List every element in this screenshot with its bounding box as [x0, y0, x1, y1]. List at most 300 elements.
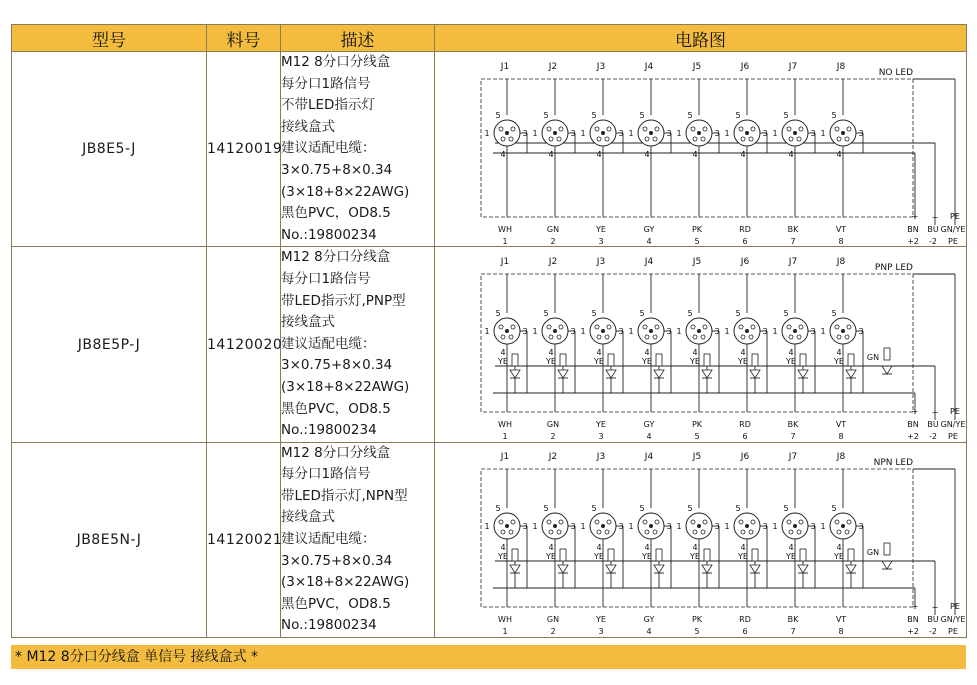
description-line: 黑色PVC，OD8.5: [281, 400, 391, 417]
terminal-number-label: 5: [694, 627, 700, 637]
port-label: J8: [836, 452, 846, 463]
description-line: 3×0.75+8×0.34: [281, 552, 393, 569]
pin-number-label: 5: [687, 309, 693, 319]
wire-color-label: GN: [546, 420, 560, 430]
wire-color-label: GN: [546, 615, 560, 625]
pin-number-label: 4: [596, 348, 602, 358]
resistor-icon: [800, 354, 806, 366]
product-row: [12, 52, 967, 247]
pin-number-label: 3: [810, 522, 816, 532]
pin-number-label: 1: [628, 522, 634, 532]
polarity-label: −: [931, 212, 939, 222]
polarity-label: +: [911, 211, 919, 221]
wire-color-label: PK: [691, 420, 703, 430]
pin-number-label: 5: [831, 504, 837, 514]
terminal-number-label: 2: [550, 627, 556, 637]
pin-number-label: 5: [639, 504, 645, 514]
header-row: [12, 25, 967, 52]
port-label: J2: [548, 452, 558, 463]
connector-pin: [793, 329, 797, 333]
polarity-label: +: [911, 602, 919, 612]
polarity-label: PE: [950, 602, 960, 612]
power-terminal-label: GN/YE: [940, 420, 966, 430]
led-color-label: YE: [690, 552, 700, 562]
power-terminal-label: GN/YE: [940, 615, 966, 625]
power-terminal-number: PE: [948, 236, 958, 246]
pin-number-label: 1: [724, 327, 730, 337]
pin-number-label: 4: [740, 543, 746, 553]
part-number-cell: 14120019: [207, 52, 281, 247]
wire-color-label: GY: [643, 224, 655, 234]
wire-color-label: YE: [596, 615, 606, 625]
resistor-icon: [884, 348, 890, 360]
wire-color-label: YE: [596, 420, 606, 430]
led-type-label: PNP LED: [874, 263, 913, 274]
wire-color-label: BK: [787, 615, 799, 625]
pin-number-label: 3: [522, 522, 528, 532]
led-diode-icon: [558, 370, 568, 378]
led-color-label: YE: [834, 357, 844, 367]
pin-number-label: 3: [810, 128, 816, 138]
pin-number-label: 4: [788, 543, 794, 553]
power-terminal-number: -2: [929, 432, 937, 442]
led-color-label: YE: [642, 552, 652, 562]
description-line: 每分口1路信号: [281, 270, 371, 287]
power-terminal-label: BN: [907, 420, 919, 430]
connector-pin: [841, 131, 845, 135]
led-color-label: YE: [642, 357, 652, 367]
resistor-icon: [608, 354, 614, 366]
pin-number-label: 3: [810, 327, 816, 337]
pin-number-label: 3: [666, 128, 672, 138]
pin-number-label: 3: [762, 128, 768, 138]
pin-number-label: 3: [570, 327, 576, 337]
description-line: 建议适配电缆：: [281, 335, 376, 352]
led-diode-icon: [750, 370, 760, 378]
terminal-number-label: 7: [790, 627, 796, 637]
connector-pin: [793, 524, 797, 528]
terminal-number-label: 8: [838, 236, 844, 246]
resistor-icon: [560, 549, 566, 561]
description-line: 接线盒式: [281, 118, 335, 135]
led-diode-icon: [702, 565, 712, 573]
part-number-cell: 14120021: [207, 442, 281, 637]
pin-number-label: 4: [596, 543, 602, 553]
led-color-label: YE: [498, 357, 508, 367]
pin-number-label: 4: [788, 149, 794, 159]
terminal-number-label: 5: [694, 236, 700, 246]
port-label: J4: [644, 257, 654, 268]
wire-color-label: GY: [643, 420, 655, 430]
pin-number-label: 3: [714, 128, 720, 138]
description-line: 3×0.75+8×0.34: [281, 161, 393, 178]
pin-number-label: 3: [522, 327, 528, 337]
led-color-label: YE: [594, 552, 604, 562]
pin-number-label: 3: [618, 522, 624, 532]
description-line: M12 8分口分线盒: [281, 54, 391, 70]
spec-sheet: [11, 24, 966, 638]
terminal-number-label: 6: [742, 432, 748, 442]
pin-number-label: 1: [484, 522, 490, 532]
header-part-number: 料号: [207, 25, 281, 52]
description-line: 每分口1路信号: [281, 466, 371, 483]
pin-number-label: 5: [783, 309, 789, 319]
led-type-label: NO LED: [878, 67, 913, 78]
pin-number-label: 1: [676, 327, 682, 337]
pin-number-label: 1: [724, 522, 730, 532]
pin-number-label: 5: [495, 504, 501, 514]
terminal-number-label: 3: [598, 627, 604, 637]
terminal-number-label: 6: [742, 627, 748, 637]
port-label: J4: [644, 61, 654, 72]
pin-number-label: 5: [543, 309, 549, 319]
connector-pin: [745, 329, 749, 333]
pin-number-label: 3: [666, 522, 672, 532]
pin-number-label: 5: [687, 110, 693, 120]
pin-number-label: 4: [692, 149, 698, 159]
connector-pin: [601, 329, 605, 333]
connector-pin: [649, 524, 653, 528]
pin-number-label: 1: [532, 327, 538, 337]
description-line: 建议适配电缆：: [281, 531, 376, 548]
pin-number-label: 1: [772, 327, 778, 337]
port-label: J5: [692, 61, 702, 72]
led-color-label: YE: [546, 357, 556, 367]
pin-number-label: 3: [618, 128, 624, 138]
port-label: J4: [644, 452, 654, 463]
pin-number-label: 1: [532, 128, 538, 138]
connector-pin: [697, 131, 701, 135]
pin-number-label: 1: [724, 128, 730, 138]
resistor-icon: [704, 549, 710, 561]
wire-color-label: PK: [691, 615, 703, 625]
pin-number-label: 4: [740, 348, 746, 358]
header-circuit: 电路图: [435, 25, 967, 52]
connector-pin: [793, 131, 797, 135]
connector-pin: [553, 131, 557, 135]
pin-number-label: 5: [735, 309, 741, 319]
wire-color-label: RD: [739, 615, 751, 625]
connector-pin: [553, 329, 557, 333]
pin-number-label: 4: [836, 543, 842, 553]
pin-number-label: 5: [591, 309, 597, 319]
description-cell: [281, 247, 435, 442]
resistor-icon: [752, 354, 758, 366]
terminal-number-label: 8: [838, 432, 844, 442]
connector-pin: [505, 524, 509, 528]
wire-color-label: PK: [691, 224, 703, 234]
terminal-number-label: 3: [598, 236, 604, 246]
spec-table: [11, 24, 967, 638]
pin-number-label: 5: [639, 110, 645, 120]
description-line: No.:19800234: [281, 226, 377, 243]
polarity-label: PE: [950, 211, 960, 221]
description-line: M12 8分口分线盒: [281, 444, 391, 461]
wire-color-label: GY: [643, 615, 655, 625]
pin-number-label: 5: [591, 504, 597, 514]
power-terminal-number: +2: [907, 236, 919, 246]
pin-number-label: 4: [692, 543, 698, 553]
terminal-number-label: 2: [550, 236, 556, 246]
port-label: J6: [740, 452, 750, 463]
pin-number-label: 4: [596, 149, 602, 159]
pin-number-label: 3: [762, 522, 768, 532]
pin-number-label: 3: [522, 128, 528, 138]
terminal-number-label: 4: [646, 627, 652, 637]
connector-pin: [649, 329, 653, 333]
circuit-diagram: [435, 443, 967, 636]
pin-number-label: 3: [570, 128, 576, 138]
led-color-label: YE: [786, 552, 796, 562]
led-diode-icon: [750, 565, 760, 573]
pin-number-label: 1: [820, 522, 826, 532]
port-label: J3: [596, 452, 606, 463]
resistor-icon: [560, 354, 566, 366]
pin-number-label: 3: [714, 522, 720, 532]
power-terminal-number: -2: [929, 236, 937, 246]
pin-number-label: 5: [591, 110, 597, 120]
led-color-label: YE: [498, 552, 508, 562]
pin-number-label: 1: [820, 327, 826, 337]
port-label: J3: [596, 257, 606, 268]
description-line: 每分口1路信号: [281, 75, 371, 92]
pin-number-label: 1: [772, 522, 778, 532]
circuit-diagram: [435, 248, 967, 441]
led-color-label: YE: [786, 357, 796, 367]
pin-number-label: 4: [836, 149, 842, 159]
resistor-icon: [800, 549, 806, 561]
description-line: (3×18+8×22AWG): [281, 183, 410, 200]
pin-number-label: 3: [762, 327, 768, 337]
part-number-cell: 14120020: [207, 247, 281, 442]
resistor-icon: [752, 549, 758, 561]
port-label: J5: [692, 257, 702, 268]
wire-color-label: GN: [546, 224, 560, 234]
terminal-number-label: 1: [502, 627, 508, 637]
led-color-label: YE: [738, 552, 748, 562]
port-label: J6: [740, 257, 750, 268]
description-line: 3×0.75+8×0.34: [281, 357, 393, 374]
product-row: [12, 247, 967, 442]
description-line: No.:19800234: [281, 422, 377, 439]
pin-number-label: 1: [580, 522, 586, 532]
led-type-label: NPN LED: [873, 458, 913, 469]
led-color-label: YE: [834, 552, 844, 562]
footer-banner: * M12 8分口分线盒 单信号 接线盒式 *: [11, 645, 966, 669]
wire-color-label: BK: [787, 224, 799, 234]
power-terminal-number: -2: [929, 627, 937, 637]
circuit-diagram: [435, 53, 967, 246]
power-terminal-label: BU: [927, 420, 939, 430]
connector-pin: [745, 524, 749, 528]
port-label: J6: [740, 61, 750, 72]
led-diode-icon: [846, 565, 856, 573]
terminal-number-label: 4: [646, 236, 652, 246]
pin-number-label: 3: [858, 522, 864, 532]
terminal-number-label: 4: [646, 432, 652, 442]
circuit-cell: [435, 52, 967, 247]
polarity-label: PE: [950, 407, 960, 417]
pin-number-label: 5: [735, 504, 741, 514]
pin-number-label: 5: [543, 110, 549, 120]
port-label: J7: [788, 61, 798, 72]
connector-pin: [697, 524, 701, 528]
pin-number-label: 4: [692, 348, 698, 358]
pin-number-label: 4: [836, 348, 842, 358]
description-line: 黑色PVC，OD8.5: [281, 205, 391, 222]
wire-color-label: RD: [739, 420, 751, 430]
description-line: 不带LED指示灯: [281, 97, 375, 114]
pin-number-label: 3: [618, 327, 624, 337]
connector-pin: [697, 329, 701, 333]
pin-number-label: 4: [644, 149, 650, 159]
wire-color-label: VT: [835, 224, 847, 234]
pin-number-label: 4: [548, 348, 554, 358]
pin-number-label: 3: [858, 128, 864, 138]
power-terminal-label: BN: [907, 224, 919, 234]
pin-number-label: 4: [548, 149, 554, 159]
pin-number-label: 1: [628, 128, 634, 138]
led-diode-icon: [510, 370, 520, 378]
port-label: J3: [596, 61, 606, 72]
pin-number-label: 3: [666, 327, 672, 337]
model-cell: JB8E5N-J: [12, 442, 207, 637]
power-terminal-number: PE: [948, 627, 958, 637]
resistor-icon: [656, 549, 662, 561]
resistor-icon: [884, 543, 890, 555]
pin-number-label: 5: [543, 504, 549, 514]
power-terminal-label: BU: [927, 615, 939, 625]
resistor-icon: [656, 354, 662, 366]
pin-number-label: 4: [500, 348, 506, 358]
led-color-label: YE: [594, 357, 604, 367]
pin-number-label: 5: [831, 309, 837, 319]
pin-number-label: 1: [676, 128, 682, 138]
port-label: J7: [788, 257, 798, 268]
terminal-number-label: 1: [502, 236, 508, 246]
power-terminal-label: BN: [907, 615, 919, 625]
led-diode-icon: [558, 565, 568, 573]
description-line: 接线盒式: [281, 509, 335, 526]
product-row: [12, 442, 967, 637]
description-line: M12 8分口分线盒: [281, 249, 391, 266]
pin-number-label: 4: [500, 543, 506, 553]
port-label: J7: [788, 452, 798, 463]
port-label: J1: [500, 61, 510, 72]
circuit-cell: [435, 442, 967, 637]
resistor-icon: [512, 549, 518, 561]
terminal-number-label: 3: [598, 432, 604, 442]
wire-color-label: VT: [835, 615, 847, 625]
port-label: J1: [500, 452, 510, 463]
pin-number-label: 4: [644, 543, 650, 553]
led-diode-icon: [606, 565, 616, 573]
power-led-label: GN: [866, 353, 880, 363]
port-label: J8: [836, 61, 846, 72]
led-diode-icon: [606, 370, 616, 378]
connector-pin: [649, 131, 653, 135]
description-cell: [281, 52, 435, 247]
led-diode-icon: [846, 370, 856, 378]
power-led-icon: [882, 561, 892, 569]
pin-number-label: 5: [783, 504, 789, 514]
pin-number-label: 4: [788, 348, 794, 358]
led-diode-icon: [654, 370, 664, 378]
wire-color-label: WH: [498, 615, 512, 625]
description-line: (3×18+8×22AWG): [281, 378, 410, 395]
enclosure-outline: [481, 79, 913, 217]
terminal-number-label: 7: [790, 432, 796, 442]
wire-color-label: VT: [835, 420, 847, 430]
wire-color-label: WH: [498, 224, 512, 234]
port-label: J2: [548, 257, 558, 268]
power-terminal-label: GN/YE: [940, 224, 966, 234]
pin-number-label: 1: [484, 327, 490, 337]
pin-number-label: 5: [639, 309, 645, 319]
connector-pin: [601, 131, 605, 135]
polarity-label: +: [911, 407, 919, 417]
connector-pin: [505, 131, 509, 135]
description-line: 黑色PVC，OD8.5: [281, 595, 391, 612]
pin-number-label: 5: [831, 110, 837, 120]
connector-pin: [553, 524, 557, 528]
terminal-number-label: 7: [790, 236, 796, 246]
power-terminal-number: PE: [948, 432, 958, 442]
description-line: 接线盒式: [281, 314, 335, 331]
led-color-label: YE: [546, 552, 556, 562]
led-diode-icon: [654, 565, 664, 573]
pin-number-label: 5: [735, 110, 741, 120]
pin-number-label: 4: [500, 149, 506, 159]
pin-number-label: 4: [740, 149, 746, 159]
terminal-number-label: 1: [502, 432, 508, 442]
led-diode-icon: [798, 370, 808, 378]
wire-color-label: WH: [498, 420, 512, 430]
terminal-number-label: 2: [550, 432, 556, 442]
pin-number-label: 1: [580, 327, 586, 337]
resistor-icon: [512, 354, 518, 366]
port-label: J2: [548, 61, 558, 72]
model-cell: JB8E5-J: [12, 52, 207, 247]
description-line: 带LED指示灯,PNP型: [281, 292, 406, 309]
resistor-icon: [848, 549, 854, 561]
description-line: (3×18+8×22AWG): [281, 574, 410, 591]
circuit-cell: [435, 247, 967, 442]
polarity-label: −: [931, 603, 939, 613]
pin-number-label: 3: [714, 327, 720, 337]
led-diode-icon: [702, 370, 712, 378]
led-color-label: YE: [738, 357, 748, 367]
pin-number-label: 1: [772, 128, 778, 138]
description-cell: [281, 442, 435, 637]
port-label: J1: [500, 257, 510, 268]
led-diode-icon: [798, 565, 808, 573]
wire-color-label: YE: [596, 224, 606, 234]
description-line: 带LED指示灯,NPN型: [281, 487, 408, 504]
description-line: 建议适配电缆：: [281, 140, 376, 157]
pin-number-label: 3: [570, 522, 576, 532]
connector-pin: [841, 524, 845, 528]
pin-number-label: 3: [858, 327, 864, 337]
led-diode-icon: [510, 565, 520, 573]
header-description: 描述: [281, 25, 435, 52]
pin-number-label: 5: [495, 309, 501, 319]
description-line: No.:19800234: [281, 617, 377, 634]
terminal-number-label: 6: [742, 236, 748, 246]
terminal-number-label: 8: [838, 627, 844, 637]
terminal-number-label: 5: [694, 432, 700, 442]
header-model: 型号: [12, 25, 207, 52]
